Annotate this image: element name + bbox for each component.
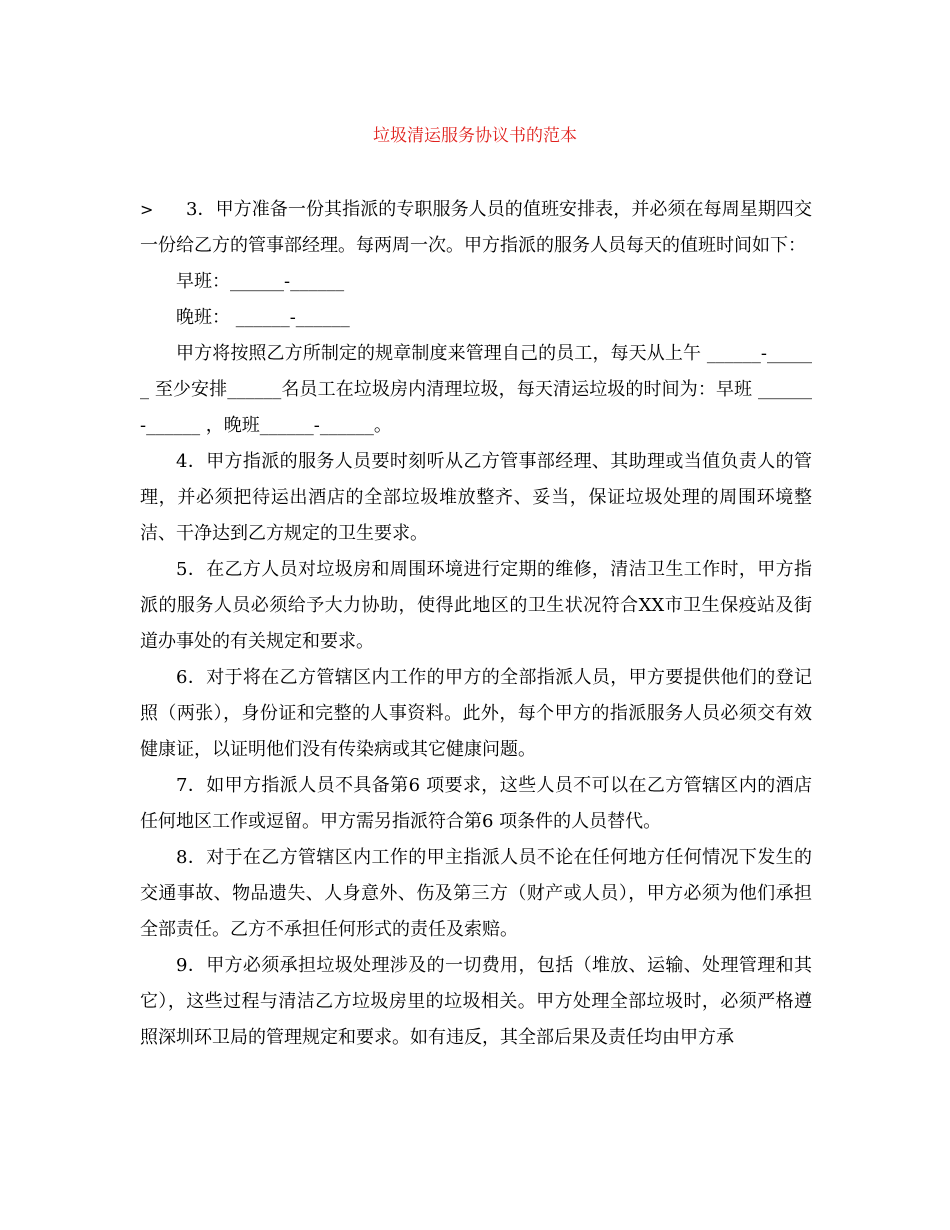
evening-shift-line: 晚班： ______-______ — [176, 307, 350, 328]
paragraph-7: 7．如甲方指派人员不具备第6 项要求，这些人员不可以在乙方管辖区内的酒店任何地区工作或逗留。甲方需另指派符合第6 项条件的人员替代。 — [140, 775, 812, 832]
paragraph-4: 4．甲方指派的服务人员要时刻听从乙方管事部经理、其助理或当值负责人的管理，并必须把待运出酒店的全部垃圾堆放整齐、妥当，保证垃圾处理的周围环境整洁、干净达到乙方规定的卫生要求。 — [140, 451, 812, 544]
paragraph-6: 6．对于将在乙方管辖区内工作的甲方的全部指派人员，甲方要提供他们的登记照（两张），身份证和完整的人事资料。此外，每个甲方的指派服务人员必须交有效健康证，以证明他们没有传染病或其它健康问题。 — [140, 667, 812, 760]
paragraph-3-text: 3．甲方准备一份其指派的专职服务人员的值班安排表，并必须在每周星期四交一份给乙方的管事部经理。每两周一次。甲方指派的服务人员每天的值班时间如下： — [140, 199, 812, 256]
document-title: 垃圾清运服务协议书的范本 — [373, 126, 577, 146]
paragraph-9: 9．甲方必须承担垃圾处理涉及的一切费用，包括（堆放、运输、处理管理和其它），这些过程与清洁乙方垃圾房里的垃圾相关。甲方处理全部垃圾时，必须严格遵照深圳环卫局的管理规定和要求。如有违反，其全部后果及责任均由甲方承 — [140, 955, 812, 1048]
bullet-marker-icon: > — [140, 200, 154, 219]
paragraph-3 — [140, 192, 812, 264]
paragraph-8: 8．对于在乙方管辖区内工作的甲主指派人员不论在任何地方任何情况下发生的交通事故、物品遗失、人身意外、伤及第三方（财产或人员），甲方必须为他们承担全部责任。乙方不承担任何形式的责任及索赔。 — [140, 847, 812, 940]
document-body — [140, 192, 812, 1056]
morning-shift-line: 早班：______-______ — [176, 271, 345, 292]
paragraph-5: 5．在乙方人员对垃圾房和周围环境进行定期的维修，清洁卫生工作时，甲方指派的服务人员必须给予大力协助，使得此地区的卫生状况符合XX市卫生保疫站及街道办事处的有关规定和要求。 — [140, 559, 812, 652]
paragraph-3-continued: 甲方将按照乙方所制定的规章制度来管理自己的员工，每天从上午 ______-______ 至少安排______名员工在垃圾房内清理垃圾，每天清运垃圾的时间为：早班 ______-______ ，晚班______-______。 — [140, 343, 812, 436]
